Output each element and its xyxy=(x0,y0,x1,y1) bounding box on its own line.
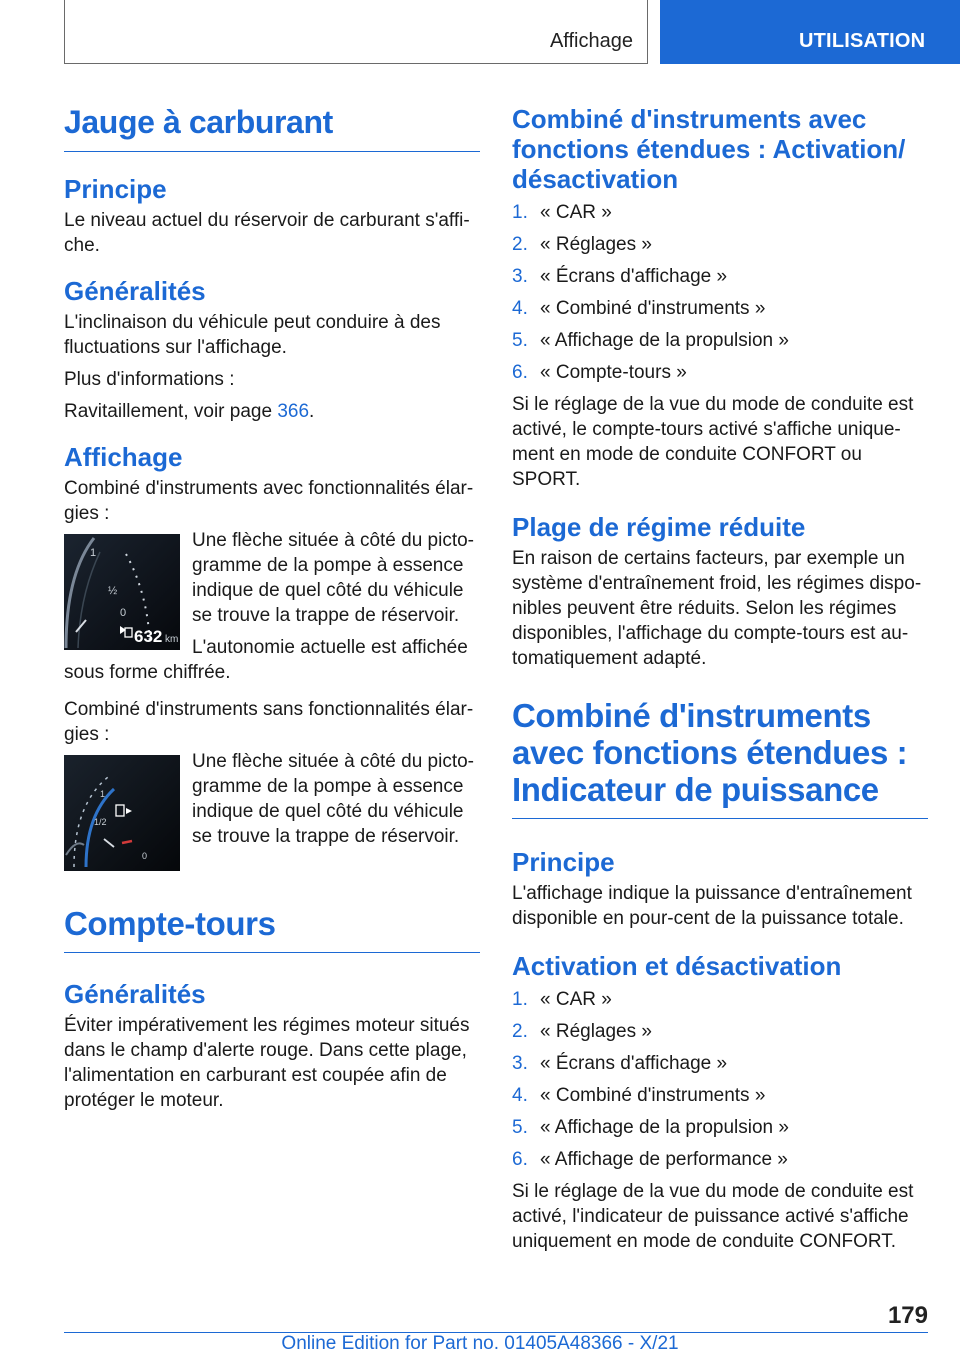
refueling-end: . xyxy=(309,401,315,422)
right-column xyxy=(512,96,928,1254)
power-principe-text: L'affichage indique la puissance d'entraînement disponible en pour-cent de la puissance totale. xyxy=(512,883,912,929)
page-number: 179 xyxy=(887,1302,928,1329)
list-item: 1. « CAR » xyxy=(512,202,612,223)
more-info-text: Plus d'informations : xyxy=(64,369,235,390)
heading-generalites: Généralités xyxy=(64,276,206,306)
refueling-text: Ravitaillement, voir page xyxy=(64,401,278,422)
list-item: 1. « CAR » xyxy=(512,989,612,1010)
img2-tick-half: 1/2 xyxy=(94,817,107,827)
header-chapter-tab: UTILISATION xyxy=(660,0,960,64)
img1-tick-empty: 0 xyxy=(120,607,127,619)
reduced-range-text: En raison de certains facteurs, par exemple un système d'entraînement froid, les régimes dispo‐nibles peuvent être réduits. Selon les régimes disponibles, l'affichage du compte-tours est au‐tomatiquement adapté. xyxy=(512,548,922,669)
heading-principe-power: Principe xyxy=(512,847,615,877)
heading-affichage: Affichage xyxy=(64,442,183,472)
rpm-generalites-text: Éviter impérativement les régimes moteur situés dans le champ d'alerte rouge. Dans cette plage, l'alimentation en carburant est coupée afin de protéger le moteur. xyxy=(64,1015,470,1111)
list-item: 6. « Affichage de performance » xyxy=(512,1149,788,1170)
img1-range-value: 632 xyxy=(134,627,163,646)
refueling-reference xyxy=(64,399,480,424)
heading-principe: Principe xyxy=(64,174,167,204)
heading-generalites-rpm: Généralités xyxy=(64,979,206,1009)
header-section-box xyxy=(64,0,648,64)
heading-extended-activation: Combiné d'instruments avec fonctions étendues : Activation/ désactivation xyxy=(512,104,906,194)
page-link-366[interactable]: 366 xyxy=(277,401,310,422)
img1-range-unit: km xyxy=(165,634,179,645)
standard-cluster-description: Une flèche située à côté du picto‐gramme de la pompe à essence indique de quel côté du véhicule se trouve la trappe de réservoir. xyxy=(192,751,475,847)
heading-activation: Activation et désactivation xyxy=(512,951,842,981)
rev-counter-note: Si le réglage de la vue du mode de conduite est activé, le compte-tours activé s'affiche unique‐ment en mode de conduite CONFORT ou SPORT. xyxy=(512,394,914,490)
fuel-gauge-extended-image xyxy=(64,534,180,650)
standard-cluster-block xyxy=(64,749,480,867)
fuel-gauge-standard-image xyxy=(64,755,180,871)
list-item: 5. « Affichage de la propulsion » xyxy=(512,330,789,351)
list-item: 3. « Écrans d'affichage » xyxy=(512,1053,728,1074)
header-section-title: Affichage xyxy=(549,30,633,52)
heading-power-indicator: Combiné d'instruments avec fonctions étendues : Indicateur de puissance xyxy=(512,697,928,819)
list-item: 2. « Réglages » xyxy=(512,1021,652,1042)
affichage-text-standard: Combiné d'instruments sans fonctionnalités élar‐gies : xyxy=(64,699,474,745)
list-item: 3. « Écrans d'affichage » xyxy=(512,266,728,287)
extended-cluster-range-text: L'autonomie actuelle est affichée sous forme chiffrée. xyxy=(64,637,468,683)
list-item: 6. « Compte-tours » xyxy=(512,362,687,383)
footer-edition-text: Online Edition for Part no. 01405A48366 - X/21 xyxy=(281,1333,679,1354)
img1-tick-full: 1 xyxy=(90,547,97,559)
img2-tick-empty: 0 xyxy=(142,851,148,861)
heading-reduced-range: Plage de régime réduite xyxy=(512,512,806,542)
steps-list-rev-counter xyxy=(512,200,928,385)
steps-list-power xyxy=(512,987,928,1172)
list-item: 2. « Réglages » xyxy=(512,234,652,255)
list-item: 4. « Combiné d'instruments » xyxy=(512,1085,766,1106)
heading-rev-counter: Compte-tours xyxy=(64,905,480,953)
principe-text: Le niveau actuel du réservoir de carburant s'affi‐che. xyxy=(64,210,470,256)
extended-cluster-description: Une flèche située à côté du picto‐gramme de la pompe à essence indique de quel côté du véhicule se trouve la trappe de réservoir. xyxy=(192,530,475,626)
affichage-text-extended: Combiné d'instruments avec fonctionnalités élar‐gies : xyxy=(64,478,474,524)
img2-tick-full: 1 xyxy=(100,789,106,799)
img1-tick-half: ½ xyxy=(108,585,118,597)
generalites-text: L'inclinaison du véhicule peut conduire à des fluctuations sur l'affichage. xyxy=(64,312,441,358)
list-item: 4. « Combiné d'instruments » xyxy=(512,298,766,319)
list-item: 5. « Affichage de la propulsion » xyxy=(512,1117,789,1138)
heading-fuel-gauge: Jauge à carburant xyxy=(64,104,480,152)
power-indicator-note: Si le réglage de la vue du mode de conduite est activé, l'indicateur de puissance activé s'affiche uniquement en mode de conduite CONFORT. xyxy=(512,1181,914,1252)
extended-cluster-block xyxy=(64,528,480,685)
left-column xyxy=(64,96,480,1113)
